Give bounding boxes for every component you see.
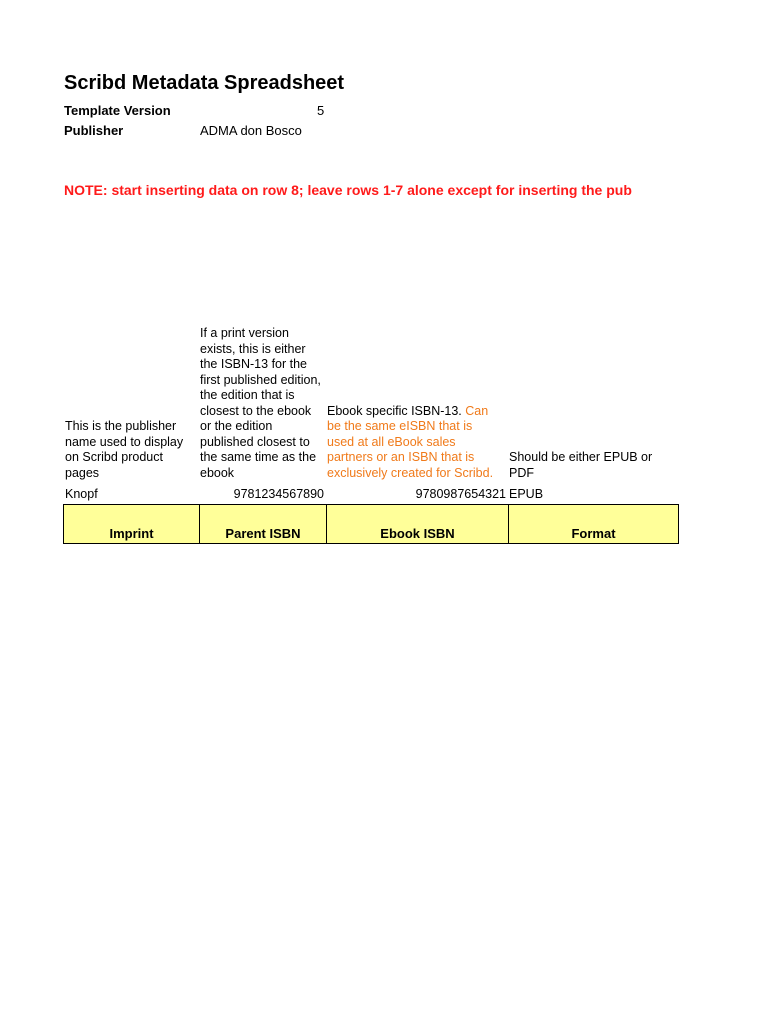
header-imprint[interactable]: Imprint — [64, 505, 200, 543]
ebook-isbn-description-highlight: Can be the same eISBN that is used at all eBook sales partners or an ISBN that is exclusively created for Scribd. — [327, 403, 494, 480]
sample-ebook-isbn[interactable]: 9780987654321 — [415, 487, 506, 501]
sample-format[interactable]: EPUB — [509, 487, 544, 501]
format-description[interactable]: Should be either EPUB or PDF — [509, 450, 653, 480]
sample-imprint[interactable]: Knopf — [65, 487, 98, 501]
publisher-label: Publisher — [64, 123, 124, 138]
note-text: NOTE: start inserting data on row 8; leave rows 1-7 alone except for inserting the pub — [64, 182, 632, 198]
ebook-isbn-description-main: Ebook specific ISBN-13. — [327, 403, 466, 418]
imprint-description[interactable]: This is the publisher name used to display on Scribd product pages — [65, 419, 184, 480]
ebook-isbn-description[interactable] — [327, 404, 499, 482]
column-header-row — [63, 504, 679, 544]
header-format[interactable]: Format — [571, 526, 616, 541]
header-ebook-isbn[interactable]: Ebook ISBN — [327, 505, 509, 543]
sheet-title: Scribd Metadata Spreadsheet — [64, 72, 345, 94]
header-parent-isbn[interactable]: Parent ISBN — [200, 505, 327, 543]
note-cell[interactable] — [64, 181, 679, 201]
sample-parent-isbn[interactable]: 9781234567890 — [233, 487, 324, 501]
publisher-value[interactable]: ADMA don Bosco — [200, 123, 302, 138]
parent-isbn-description[interactable]: If a print version exists, this is either the ISBN-13 for the first published edition, the edition that is closest to the ebook or the edition published closest to the same time as the ebook — [200, 326, 321, 480]
template-version-value[interactable]: 5 — [317, 103, 325, 118]
template-version-label: Template Version — [64, 103, 171, 118]
